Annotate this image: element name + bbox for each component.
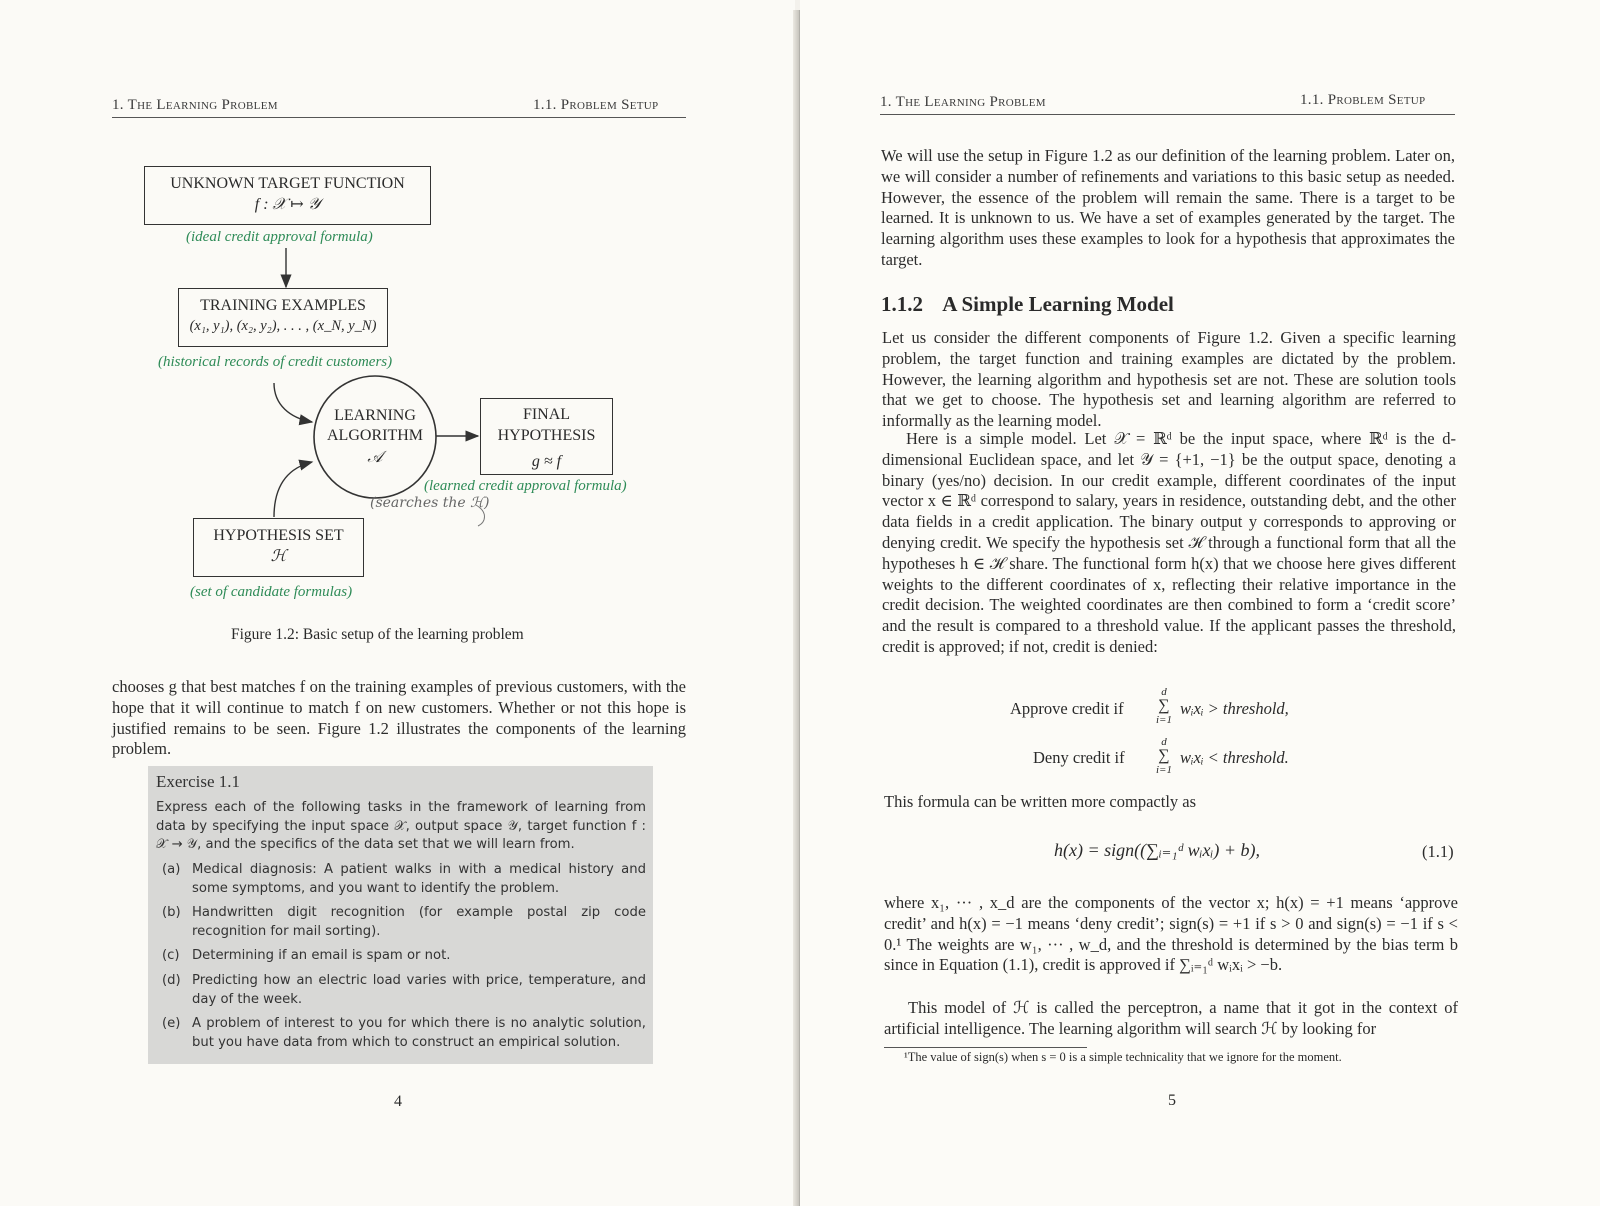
section-heading	[881, 292, 1174, 317]
right-page	[800, 0, 1600, 1206]
training-examples-box	[178, 288, 388, 347]
algorithm-symbol: 𝒜	[367, 449, 383, 466]
hypothesis-box-symbol: ℋ	[270, 548, 287, 565]
left-page	[0, 0, 795, 1206]
deny-label: Deny credit if	[1033, 748, 1125, 767]
training-note: (historical records of credit customers)	[158, 354, 393, 370]
target-note: (ideal credit approval formula)	[186, 229, 373, 245]
intro-paragraph: We will use the setup in Figure 1.2 as our definition of the learning problem. Later on, we will consider a number of refinements and variations to this basic setup as needed. However, the essence of the problem will remain the same. There is a target to be learned. It is unknown to us. We have a set of examples generated by the target. The learning algorithm uses these examples to look for a hypothesis that approximates the target.	[881, 146, 1455, 269]
exercise-intro: Express each of the following tasks in the framework of learning from data by specifying the input space 𝒳, output space 𝒴, target function f : 𝒳 → 𝒴, and the specifics of the data set that we will learn from.	[156, 800, 646, 853]
arrow-training-to-algorithm	[274, 383, 312, 422]
exercise-title: Exercise 1.1	[156, 772, 241, 791]
header-rule	[880, 114, 1455, 115]
approve-expr: wᵢxᵢ > threshold,	[1180, 699, 1289, 718]
right-page-number: 5	[1168, 1092, 1176, 1109]
sum-upper: d	[1161, 736, 1167, 748]
running-header-left: 1. The Learning Problem	[880, 94, 1046, 110]
approve-sum: d ∑ i=1	[1152, 686, 1176, 726]
hypothesis-box-title: HYPOTHESIS SET	[213, 527, 344, 544]
model-paragraph-4: This model of ℋ is called the perceptron, a name that it got in the context of artificial intelligence. The learning algorithm will search ℋ by looking for	[884, 998, 1458, 1038]
exercise-item-text: Handwritten digit recognition (for example postal zip code recognition for mail sorting).	[192, 905, 646, 939]
running-header-left: 1. The Learning Problem	[112, 97, 278, 113]
model-paragraph-1: Let us consider the different components of Figure 1.2. Given a specific learning problem, the target function and training examples are dictated by the problem. However, the learning algorithm and hypothesis set are not. These are solution tools that we get to choose. The hypothesis set and learning algorithm are referred to informally as the learning model.	[882, 328, 1456, 431]
exercise-item-label: (b)	[162, 905, 181, 921]
exercise-item	[162, 947, 646, 966]
model-paragraph-2: Here is a simple model. Let 𝒳 = ℝᵈ be the input space, where ℝᵈ is the d-dimensional Euclidean space, and let 𝒴 = {+1, −1} be the output space, denoting a binary (yes/no) decision. In our credit example, different coordinates of the input vector x ∈ ℝᵈ correspond to salary, years in residence, outstanding debt, and the other data fields in a credit application. The binary output y corresponds to approving or denying credit. We specify the hypothesis set ℋ through a functional form that all the hypotheses h ∈ ℋ share. The functional form h(x) that we choose here gives different weights to the different coordinates of x, reflecting their relative importance in the credit decision. The weighted coordinates are then combined to form a ‘credit score’ and the result is compared to a threshold value. If the applicant passes the threshold, credit is approved; if not, credit is denied:	[882, 429, 1456, 656]
exercise-item-label: (d)	[162, 972, 181, 988]
learning-algorithm-label	[315, 406, 435, 468]
footnote: ¹The value of sign(s) when s = 0 is a simple technicality that we ignore for the moment.	[904, 1050, 1342, 1064]
exercise-item-text: Determining if an email is spam or not.	[192, 948, 451, 964]
final-note: (learned credit approval formula)	[424, 478, 627, 494]
target-box-formula: f : 𝒳 ↦ 𝒴	[254, 196, 321, 213]
sum-lower: i=1	[1156, 714, 1172, 726]
final-hypothesis-box	[480, 398, 613, 475]
exercise-item-text: A problem of interest to you for which there is no analytic solution, but you have data from which to construct an empirical solution.	[192, 1016, 646, 1050]
arrow-hypothesis-to-algorithm	[274, 462, 312, 517]
exercise-item	[162, 972, 646, 1009]
exercise-items	[162, 861, 646, 1058]
sum-upper: d	[1161, 686, 1167, 698]
unknown-target-function-box	[144, 166, 431, 225]
left-page-number: 4	[394, 1093, 402, 1110]
exercise-item-text: Predicting how an electric load varies with price, temperature, and day of the week.	[192, 972, 646, 1007]
equation-number: (1.1)	[1422, 842, 1454, 861]
exercise-item-text: Medical diagnosis: A patient walks in with a medical history and some symptoms, and you want to identify the problem.	[192, 862, 646, 896]
running-header-right: 1.1. Problem Setup	[1300, 92, 1426, 108]
training-box-formula: (x₁, y₁), (x₂, y₂), . . . , (x_N, y_N)	[189, 318, 377, 334]
left-body-paragraph: chooses g that best matches f on the training examples of previous customers, with the hope that it will continue to match f on new customers. Whether or not this hope is justified remains to be seen. Figure 1.2 illustrates the components of the learning problem.	[112, 677, 686, 759]
target-box-title: UNKNOWN TARGET FUNCTION	[170, 175, 405, 192]
final-box-formula: g ≈ f	[531, 453, 562, 470]
final-box-line1: FINAL	[522, 406, 571, 423]
exercise-box	[148, 766, 653, 1064]
section-title: A Simple Learning Model	[942, 292, 1174, 316]
running-header-right: 1.1. Problem Setup	[533, 97, 659, 113]
algorithm-line2: ALGORITHM	[327, 427, 423, 444]
hypothesis-note: (set of candidate formulas)	[190, 584, 353, 600]
main-formula: h(x) = sign((∑ᵢ₌₁ᵈ wᵢxᵢ) + b),	[1054, 840, 1260, 860]
exercise-item	[162, 1015, 646, 1052]
sum-lower: i=1	[1156, 764, 1172, 776]
hypothesis-set-box	[193, 518, 364, 577]
exercise-item	[162, 861, 646, 898]
final-box-line2: HYPOTHESIS	[497, 427, 596, 444]
approve-label: Approve credit if	[1010, 699, 1124, 718]
deny-expr: wᵢxᵢ < threshold.	[1180, 748, 1289, 767]
exercise-item	[162, 904, 646, 941]
deny-sum: d ∑ i=1	[1152, 736, 1176, 776]
section-number: 1.1.2	[881, 292, 923, 316]
compact-text: This formula can be written more compactly as	[884, 792, 1197, 811]
exercise-item-label: (c)	[162, 948, 180, 964]
exercise-item-label: (a)	[162, 862, 181, 877]
training-box-title: TRAINING EXAMPLES	[200, 297, 366, 314]
algorithm-line1: LEARNING	[334, 407, 416, 424]
footnote-rule	[884, 1047, 1087, 1048]
figure-arrows	[0, 0, 795, 700]
figure-caption: Figure 1.2: Basic setup of the learning problem	[231, 626, 524, 643]
handwritten-annotation: (searches the ℋ)	[370, 495, 490, 511]
model-paragraph-3: where x₁, ··· , x_d are the components of the vector x; h(x) = +1 means ‘approve credit’ and h(x) = −1 means ‘deny credit’; sign(s) = +1 if s > 0 and sign(s) = −1 if s < 0.¹ The weights are w₁, ··· , w_d, and the threshold is determined by the bias term b since in Equation (1.1), credit is approved if ∑ᵢ₌₁ᵈ wᵢxᵢ > −b.	[884, 893, 1458, 975]
exercise-item-label: (e)	[162, 1016, 181, 1032]
